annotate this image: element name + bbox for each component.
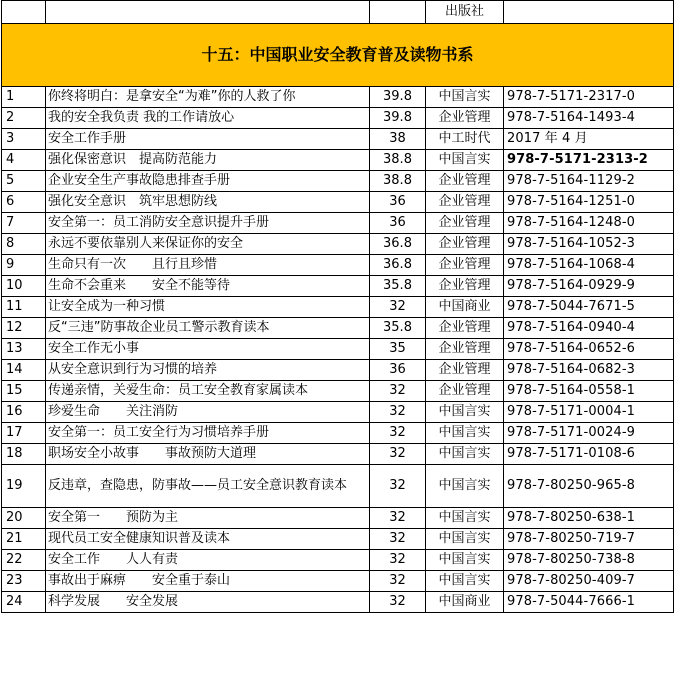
book-price: 36 xyxy=(370,213,426,234)
row-number: 10 xyxy=(2,276,46,297)
book-isbn: 978-7-5164-0929-9 xyxy=(504,276,674,297)
book-publisher: 中国言实 xyxy=(426,465,504,508)
table-row xyxy=(2,360,674,381)
book-title: 永远不要依靠别人来保证你的安全 xyxy=(46,234,370,255)
book-price: 32 xyxy=(370,550,426,571)
book-publisher: 企业管理 xyxy=(426,171,504,192)
table-row xyxy=(2,213,674,234)
book-isbn: 978-7-5164-1068-4 xyxy=(504,255,674,276)
book-price: 32 xyxy=(370,297,426,318)
section-title: 十五：中国职业安全教育普及读物书系 xyxy=(2,24,674,87)
book-publisher: 企业管理 xyxy=(426,360,504,381)
row-number: 14 xyxy=(2,360,46,381)
table-row xyxy=(2,508,674,529)
book-title: 安全第一：员工消防安全意识提升手册 xyxy=(46,213,370,234)
book-title: 职场安全小故事 事故预防大道理 xyxy=(46,444,370,465)
book-price: 36 xyxy=(370,360,426,381)
table-row xyxy=(2,529,674,550)
row-number: 20 xyxy=(2,508,46,529)
book-isbn: 978-7-80250-638-1 xyxy=(504,508,674,529)
row-number: 16 xyxy=(2,402,46,423)
book-title: 反违章，查隐患，防事故——员工安全意识教育读本 xyxy=(46,465,370,508)
row-number: 8 xyxy=(2,234,46,255)
row-number: 1 xyxy=(2,87,46,108)
table-row xyxy=(2,318,674,339)
book-price: 35.8 xyxy=(370,318,426,339)
table-row xyxy=(2,381,674,402)
book-title: 安全工作手册 xyxy=(46,129,370,150)
book-title: 生命只有一次 且行且珍惜 xyxy=(46,255,370,276)
book-price: 36 xyxy=(370,192,426,213)
book-title: 从安全意识到行为习惯的培养 xyxy=(46,360,370,381)
book-price: 39.8 xyxy=(370,87,426,108)
book-title: 现代员工安全健康知识普及读本 xyxy=(46,529,370,550)
book-isbn: 978-7-5171-0004-1 xyxy=(504,402,674,423)
book-price: 35.8 xyxy=(370,276,426,297)
book-publisher: 企业管理 xyxy=(426,339,504,360)
book-title: 我的安全我负责 我的工作请放心 xyxy=(46,108,370,129)
row-number: 3 xyxy=(2,129,46,150)
book-title: 强化安全意识 筑牢思想防线 xyxy=(46,192,370,213)
table-row xyxy=(2,592,674,613)
header-title xyxy=(46,1,370,24)
table-row xyxy=(2,87,674,108)
book-title: 反“三违”防事故企业员工警示教育读本 xyxy=(46,318,370,339)
table-row xyxy=(2,402,674,423)
book-title: 你终将明白：是拿安全“为难”你的人救了你 xyxy=(46,87,370,108)
book-price: 38.8 xyxy=(370,171,426,192)
header-no xyxy=(2,1,46,24)
book-price: 32 xyxy=(370,381,426,402)
book-publisher: 中国言实 xyxy=(426,508,504,529)
book-price: 36.8 xyxy=(370,255,426,276)
header-publisher: 出版社 xyxy=(426,1,504,24)
book-isbn: 978-7-80250-409-7 xyxy=(504,571,674,592)
row-number: 19 xyxy=(2,465,46,508)
book-isbn: 978-7-80250-738-8 xyxy=(504,550,674,571)
book-publisher: 中国言实 xyxy=(426,150,504,171)
book-title: 强化保密意识 提高防范能力 xyxy=(46,150,370,171)
book-isbn: 978-7-5164-1052-3 xyxy=(504,234,674,255)
book-title: 安全工作无小事 xyxy=(46,339,370,360)
table-row xyxy=(2,465,674,508)
book-publisher: 企业管理 xyxy=(426,213,504,234)
book-isbn: 978-7-5044-7671-5 xyxy=(504,297,674,318)
book-isbn: 978-7-5164-1129-2 xyxy=(504,171,674,192)
table-row xyxy=(2,108,674,129)
row-number: 18 xyxy=(2,444,46,465)
book-isbn: 978-7-5164-0558-1 xyxy=(504,381,674,402)
book-publisher: 企业管理 xyxy=(426,108,504,129)
book-title: 传递亲情，关爱生命：员工安全教育家属读本 xyxy=(46,381,370,402)
book-title: 让安全成为一种习惯 xyxy=(46,297,370,318)
book-isbn: 978-7-5164-0652-6 xyxy=(504,339,674,360)
table-row xyxy=(2,171,674,192)
table-row xyxy=(2,234,674,255)
table-row xyxy=(2,297,674,318)
table-row xyxy=(2,339,674,360)
book-isbn: 978-7-5164-1248-0 xyxy=(504,213,674,234)
book-isbn: 978-7-5164-0682-3 xyxy=(504,360,674,381)
book-isbn: 978-7-5164-1251-0 xyxy=(504,192,674,213)
book-title: 事故出于麻痹 安全重于泰山 xyxy=(46,571,370,592)
table-row xyxy=(2,444,674,465)
row-number: 9 xyxy=(2,255,46,276)
book-isbn: 978-7-5171-0108-6 xyxy=(504,444,674,465)
table-row xyxy=(2,276,674,297)
book-publisher: 中国言实 xyxy=(426,87,504,108)
book-price: 32 xyxy=(370,465,426,508)
table-row xyxy=(2,150,674,171)
book-price: 32 xyxy=(370,402,426,423)
row-number: 15 xyxy=(2,381,46,402)
book-price: 38 xyxy=(370,129,426,150)
book-publisher: 企业管理 xyxy=(426,255,504,276)
book-publisher: 中国言实 xyxy=(426,444,504,465)
book-publisher: 企业管理 xyxy=(426,318,504,339)
book-publisher: 企业管理 xyxy=(426,234,504,255)
book-publisher: 企业管理 xyxy=(426,192,504,213)
table-row xyxy=(2,192,674,213)
row-number: 2 xyxy=(2,108,46,129)
book-price: 35 xyxy=(370,339,426,360)
book-price: 32 xyxy=(370,529,426,550)
row-number: 17 xyxy=(2,423,46,444)
book-title: 安全第一：员工安全行为习惯培养手册 xyxy=(46,423,370,444)
row-number: 23 xyxy=(2,571,46,592)
row-number: 5 xyxy=(2,171,46,192)
book-publisher: 中国言实 xyxy=(426,529,504,550)
row-number: 6 xyxy=(2,192,46,213)
book-price: 32 xyxy=(370,423,426,444)
book-title: 安全工作 人人有责 xyxy=(46,550,370,571)
book-title: 企业安全生产事故隐患排查手册 xyxy=(46,171,370,192)
book-catalog-table xyxy=(1,0,674,613)
header-isbn xyxy=(504,1,674,24)
book-publisher: 中国商业 xyxy=(426,592,504,613)
book-isbn: 978-7-5171-0024-9 xyxy=(504,423,674,444)
book-isbn: 2017 年 4 月 xyxy=(504,129,674,150)
book-title: 生命不会重来 安全不能等待 xyxy=(46,276,370,297)
book-price: 32 xyxy=(370,592,426,613)
table-row xyxy=(2,255,674,276)
book-isbn: 978-7-5044-7666-1 xyxy=(504,592,674,613)
book-price: 36.8 xyxy=(370,234,426,255)
table-row xyxy=(2,550,674,571)
row-number: 12 xyxy=(2,318,46,339)
book-price: 38.8 xyxy=(370,150,426,171)
row-number: 24 xyxy=(2,592,46,613)
book-publisher: 中国言实 xyxy=(426,571,504,592)
book-title: 科学发展 安全发展 xyxy=(46,592,370,613)
row-number: 11 xyxy=(2,297,46,318)
row-number: 21 xyxy=(2,529,46,550)
row-number: 7 xyxy=(2,213,46,234)
row-number: 22 xyxy=(2,550,46,571)
book-price: 32 xyxy=(370,508,426,529)
book-price: 32 xyxy=(370,444,426,465)
book-isbn: 978-7-80250-719-7 xyxy=(504,529,674,550)
book-publisher: 中国言实 xyxy=(426,550,504,571)
book-price: 32 xyxy=(370,571,426,592)
book-publisher: 企业管理 xyxy=(426,381,504,402)
book-isbn: 978-7-5171-2317-0 xyxy=(504,87,674,108)
book-title: 安全第一 预防为主 xyxy=(46,508,370,529)
section-row xyxy=(2,24,674,87)
book-isbn: 978-7-5164-1493-4 xyxy=(504,108,674,129)
header-row xyxy=(2,1,674,24)
book-title: 珍爱生命 关注消防 xyxy=(46,402,370,423)
book-publisher: 中国商业 xyxy=(426,297,504,318)
book-isbn: 978-7-80250-965-8 xyxy=(504,465,674,508)
book-publisher: 中工时代 xyxy=(426,129,504,150)
table-row xyxy=(2,129,674,150)
table-row xyxy=(2,423,674,444)
book-isbn: 978-7-5164-0940-4 xyxy=(504,318,674,339)
row-number: 13 xyxy=(2,339,46,360)
book-publisher: 企业管理 xyxy=(426,276,504,297)
book-isbn: 978-7-5171-2313-2 xyxy=(504,150,674,171)
book-publisher: 中国言实 xyxy=(426,423,504,444)
header-price xyxy=(370,1,426,24)
book-price: 39.8 xyxy=(370,108,426,129)
row-number: 4 xyxy=(2,150,46,171)
table-row xyxy=(2,571,674,592)
book-publisher: 中国言实 xyxy=(426,402,504,423)
